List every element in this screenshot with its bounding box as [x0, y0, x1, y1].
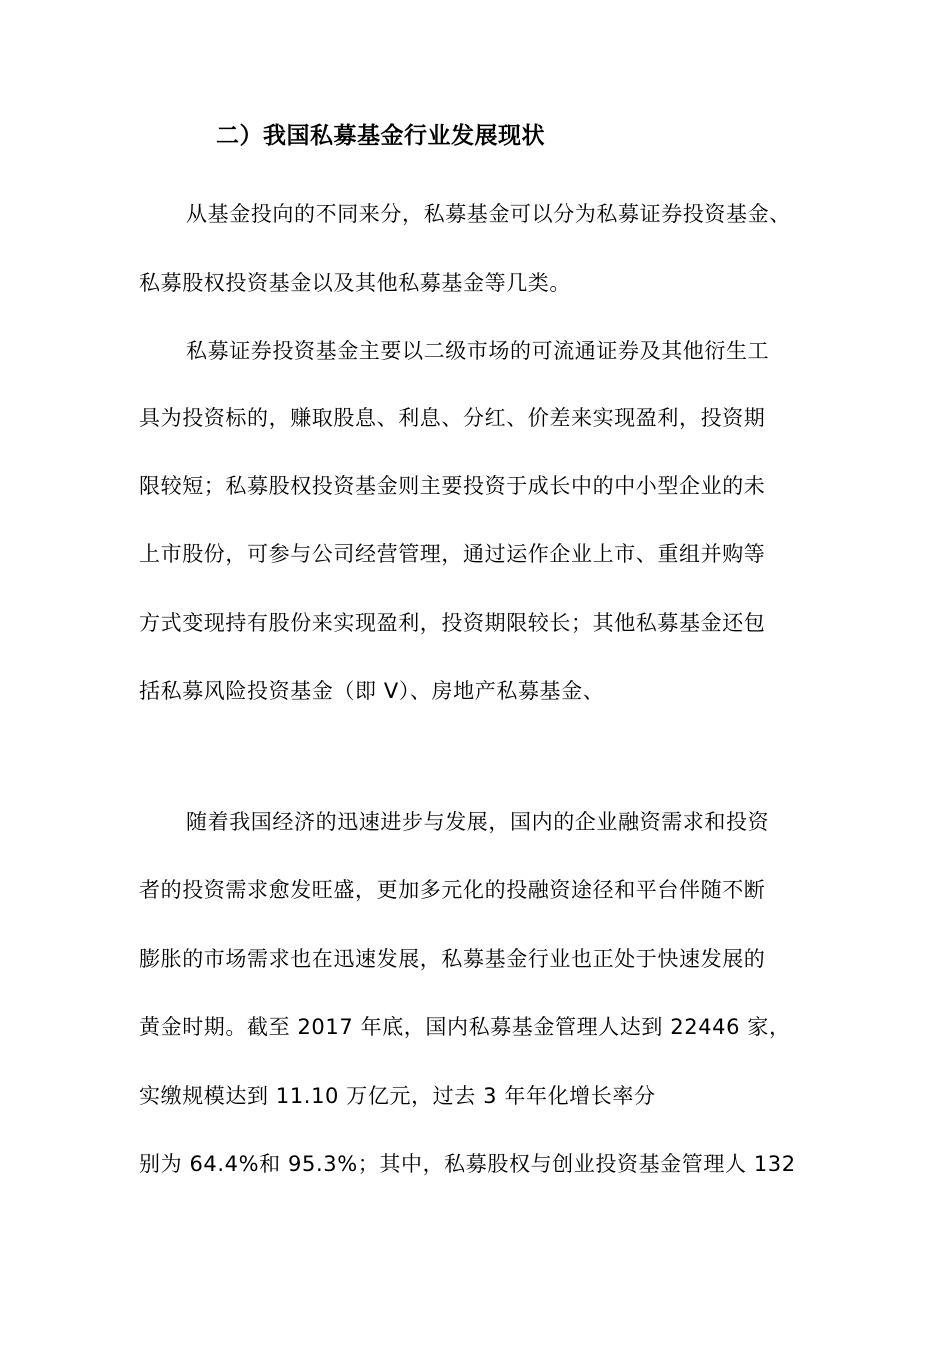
section-heading: 二）我国私募基金行业发展现状 [216, 123, 545, 149]
paragraph-2-line-6: 括私募风险投资基金（即 V）、房地产私募基金、 [139, 679, 605, 703]
paragraph-3-line-2: 者的投资需求愈发旺盛，更加多元化的投融资途径和平台伴随不断 [139, 878, 766, 902]
paragraph-3-line-4: 黄金时期。截至 2017 年底，国内私募基金管理人达到 22446 家， [139, 1015, 791, 1039]
paragraph-1-line-2: 私募股权投资基金以及其他私募基金等几类。 [139, 271, 571, 295]
paragraph-2-line-3: 限较短；私募股权投资基金则主要投资于成长中的中小型企业的未 [139, 474, 766, 498]
paragraph-3-line-1: 随着我国经济的迅速进步与发展，国内的企业融资需求和投资 [186, 810, 770, 834]
paragraph-3-line-6: 别为 64.4%和 95.3%；其中，私募股权与创业投资基金管理人 132 [139, 1152, 796, 1176]
paragraph-3-line-5: 实缴规模达到 11.10 万亿元，过去 3 年年化增长率分 [139, 1084, 656, 1108]
paragraph-1-line-1: 从基金投向的不同来分，私募基金可以分为私募证券投资基金、 [186, 202, 791, 226]
paragraph-3-line-3: 膨胀的市场需求也在迅速发展，私募基金行业也正处于快速发展的 [139, 947, 766, 971]
paragraph-2-line-5: 方式变现持有股份来实现盈利，投资期限较长；其他私募基金还包 [139, 611, 766, 635]
paragraph-2-line-1: 私募证券投资基金主要以二级市场的可流通证券及其他衍生工 [186, 339, 770, 363]
paragraph-2-line-4: 上市股份，可参与公司经营管理，通过运作企业上市、重组并购等 [139, 542, 766, 566]
paragraph-2-line-2: 具为投资标的，赚取股息、利息、分红、价差来实现盈利，投资期 [139, 406, 766, 430]
